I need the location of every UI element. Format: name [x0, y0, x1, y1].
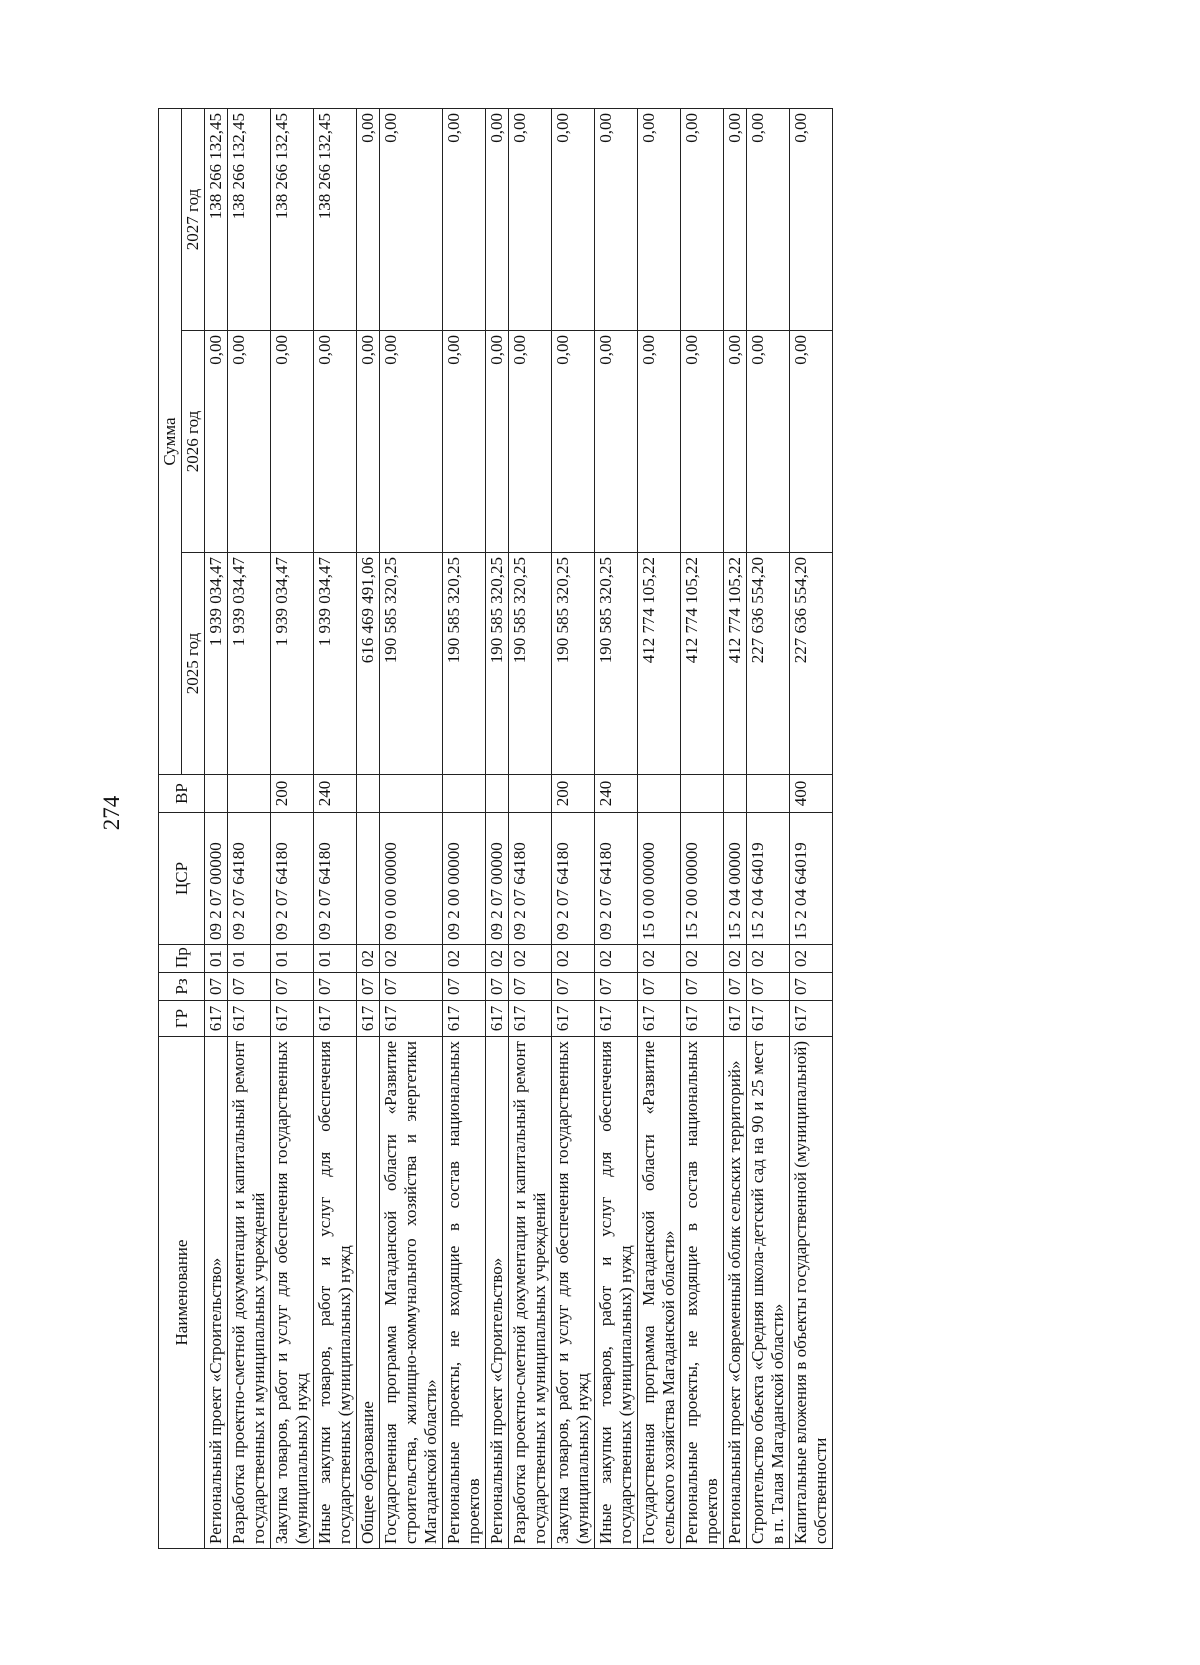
row-sum-2025: 190 585 320,25: [595, 553, 638, 775]
table-row: [509, 109, 552, 1549]
row-sum-2027: 138 266 132,45: [314, 109, 357, 331]
row-name: Разработка проектно-сметной документации и капитальный ремонт государственных и муниципальных учреждений: [509, 1037, 552, 1549]
header-name: Наименование: [159, 1037, 205, 1549]
row-sum-2027: 0,00: [638, 109, 681, 331]
table-row: [314, 109, 357, 1549]
row-name: Общее образование: [357, 1037, 380, 1549]
row-rz: 07: [443, 973, 486, 1001]
row-vr: 240: [595, 775, 638, 813]
row-name: Государственная программа Магаданской области «Развитие строительства, жилищно-коммунального хозяйства и энергетики Магаданской области»: [380, 1037, 443, 1549]
row-sum-2025: 227 636 554,20: [790, 553, 833, 775]
table-row: [681, 109, 724, 1549]
row-sum-2027: 0,00: [380, 109, 443, 331]
table-body: [205, 109, 833, 1549]
row-sum-2025: 190 585 320,25: [443, 553, 486, 775]
row-sum-2027: 0,00: [509, 109, 552, 331]
row-vr: [638, 775, 681, 813]
row-name: Закупка товаров, работ и услуг для обеспечения государственных (муниципальных) нужд: [552, 1037, 595, 1549]
row-pr: 02: [747, 945, 790, 973]
row-sum-2025: 616 469 491,06: [357, 553, 380, 775]
row-vr: 200: [271, 775, 314, 813]
row-sum-2027: 0,00: [724, 109, 747, 331]
row-vr: [357, 775, 380, 813]
row-name: Региональные проекты, не входящие в состав национальных проектов: [443, 1037, 486, 1549]
row-vr: [228, 775, 271, 813]
row-csr: 09 2 07 64180: [271, 813, 314, 945]
row-sum-2026: 0,00: [681, 331, 724, 553]
row-csr: 15 0 00 00000: [638, 813, 681, 945]
row-sum-2025: 190 585 320,25: [380, 553, 443, 775]
header-year-2027: 2027 год: [182, 109, 205, 331]
table-row: [380, 109, 443, 1549]
row-vr: 400: [790, 775, 833, 813]
row-name: Капитальные вложения в объекты государственной (муниципальной) собственности: [790, 1037, 833, 1549]
table-row: [724, 109, 747, 1549]
row-pr: 01: [228, 945, 271, 973]
page-number: 274: [99, 795, 124, 831]
row-rz: 07: [486, 973, 509, 1001]
table-header: [159, 109, 205, 1549]
header-year-2025: 2025 год: [182, 553, 205, 775]
row-sum-2027: 138 266 132,45: [271, 109, 314, 331]
row-vr: [681, 775, 724, 813]
row-sum-2026: 0,00: [724, 331, 747, 553]
row-rz: 07: [205, 973, 228, 1001]
row-gr: 617: [486, 1001, 509, 1037]
row-gr: 617: [271, 1001, 314, 1037]
row-csr: 09 2 07 64180: [552, 813, 595, 945]
header-gr: ГР: [159, 1001, 205, 1037]
row-pr: 02: [595, 945, 638, 973]
row-gr: 617: [509, 1001, 552, 1037]
table-row: [357, 109, 380, 1549]
row-pr: 02: [443, 945, 486, 973]
row-csr: 09 0 00 00000: [380, 813, 443, 945]
row-pr: 02: [509, 945, 552, 973]
row-sum-2026: 0,00: [486, 331, 509, 553]
table-row: [271, 109, 314, 1549]
row-vr: [724, 775, 747, 813]
row-rz: 07: [271, 973, 314, 1001]
row-pr: 02: [380, 945, 443, 973]
row-sum-2026: 0,00: [228, 331, 271, 553]
row-vr: [205, 775, 228, 813]
row-rz: 07: [724, 973, 747, 1001]
row-sum-2027: 0,00: [552, 109, 595, 331]
row-gr: 617: [228, 1001, 271, 1037]
row-gr: 617: [790, 1001, 833, 1037]
header-sum: Сумма: [159, 109, 182, 775]
row-pr: 01: [271, 945, 314, 973]
row-gr: 617: [380, 1001, 443, 1037]
row-vr: [486, 775, 509, 813]
row-pr: 02: [681, 945, 724, 973]
row-name: Строительство объекта «Средняя школа-детский сад на 90 и 25 мест в п. Талая Магаданской области»: [747, 1037, 790, 1549]
table-row: [747, 109, 790, 1549]
row-sum-2027: 0,00: [595, 109, 638, 331]
row-rz: 07: [380, 973, 443, 1001]
row-csr: 09 2 07 64180: [228, 813, 271, 945]
table-row: [205, 109, 228, 1549]
row-gr: 617: [443, 1001, 486, 1037]
row-gr: 617: [357, 1001, 380, 1037]
table-row: [595, 109, 638, 1549]
row-sum-2025: 190 585 320,25: [509, 553, 552, 775]
row-vr: 200: [552, 775, 595, 813]
row-sum-2025: 227 636 554,20: [747, 553, 790, 775]
row-sum-2025: 1 939 034,47: [314, 553, 357, 775]
row-pr: 02: [357, 945, 380, 973]
row-name: Иные закупки товаров, работ и услуг для обеспечения государственных (муниципальных) нужд: [314, 1037, 357, 1549]
row-sum-2025: 190 585 320,25: [552, 553, 595, 775]
row-rz: 07: [638, 973, 681, 1001]
row-vr: 240: [314, 775, 357, 813]
row-name: Иные закупки товаров, работ и услуг для обеспечения государственных (муниципальных) нужд: [595, 1037, 638, 1549]
row-gr: 617: [747, 1001, 790, 1037]
header-rz: Рз: [159, 973, 205, 1001]
row-csr: 09 2 00 00000: [443, 813, 486, 945]
table-row: [486, 109, 509, 1549]
row-pr: 02: [486, 945, 509, 973]
row-rz: 07: [552, 973, 595, 1001]
row-sum-2026: 0,00: [552, 331, 595, 553]
row-rz: 07: [681, 973, 724, 1001]
row-csr: 15 2 04 64019: [747, 813, 790, 945]
row-sum-2026: 0,00: [638, 331, 681, 553]
row-sum-2025: 412 774 105,22: [724, 553, 747, 775]
row-sum-2025: 1 939 034,47: [271, 553, 314, 775]
row-gr: 617: [552, 1001, 595, 1037]
row-pr: 01: [205, 945, 228, 973]
row-rz: 07: [509, 973, 552, 1001]
row-sum-2026: 0,00: [357, 331, 380, 553]
row-gr: 617: [681, 1001, 724, 1037]
row-name: Разработка проектно-сметной документации и капитальный ремонт государственных и муниципальных учреждений: [228, 1037, 271, 1549]
row-sum-2027: 138 266 132,45: [205, 109, 228, 331]
row-rz: 07: [747, 973, 790, 1001]
header-pr: Пр: [159, 945, 205, 973]
row-vr: [443, 775, 486, 813]
row-rz: 07: [228, 973, 271, 1001]
table-row: [228, 109, 271, 1549]
row-sum-2026: 0,00: [747, 331, 790, 553]
row-pr: 02: [724, 945, 747, 973]
row-name: Региональный проект «Строительство»: [486, 1037, 509, 1549]
row-sum-2027: 0,00: [486, 109, 509, 331]
row-sum-2026: 0,00: [790, 331, 833, 553]
row-gr: 617: [638, 1001, 681, 1037]
table-row: [443, 109, 486, 1549]
row-sum-2027: 138 266 132,45: [228, 109, 271, 331]
row-rz: 07: [595, 973, 638, 1001]
row-pr: 02: [790, 945, 833, 973]
row-vr: [509, 775, 552, 813]
row-pr: 02: [638, 945, 681, 973]
row-sum-2026: 0,00: [509, 331, 552, 553]
table-row: [790, 109, 833, 1549]
row-vr: [380, 775, 443, 813]
row-csr: 09 2 07 64180: [595, 813, 638, 945]
row-sum-2027: 0,00: [747, 109, 790, 331]
table-row: [638, 109, 681, 1549]
row-sum-2027: 0,00: [443, 109, 486, 331]
row-sum-2026: 0,00: [271, 331, 314, 553]
row-name: Закупка товаров, работ и услуг для обеспечения государственных (муниципальных) нужд: [271, 1037, 314, 1549]
row-sum-2026: 0,00: [314, 331, 357, 553]
row-sum-2026: 0,00: [380, 331, 443, 553]
row-sum-2025: 412 774 105,22: [681, 553, 724, 775]
budget-table: [158, 108, 833, 1549]
row-csr: 15 2 04 00000: [724, 813, 747, 945]
row-gr: 617: [205, 1001, 228, 1037]
row-sum-2027: 0,00: [790, 109, 833, 331]
row-sum-2026: 0,00: [595, 331, 638, 553]
row-sum-2025: 1 939 034,47: [205, 553, 228, 775]
row-vr: [747, 775, 790, 813]
row-sum-2027: 0,00: [681, 109, 724, 331]
row-gr: 617: [314, 1001, 357, 1037]
row-sum-2025: 412 774 105,22: [638, 553, 681, 775]
header-csr: ЦСР: [159, 813, 205, 945]
row-rz: 07: [357, 973, 380, 1001]
row-csr: 09 2 07 00000: [205, 813, 228, 945]
row-rz: 07: [790, 973, 833, 1001]
row-sum-2026: 0,00: [205, 331, 228, 553]
row-csr: 09 2 07 64180: [314, 813, 357, 945]
row-name: Государственная программа Магаданской области «Развитие сельского хозяйства Магаданской области»: [638, 1037, 681, 1549]
row-name: Региональный проект «Строительство»: [205, 1037, 228, 1549]
row-csr: [357, 813, 380, 945]
row-csr: 15 2 00 00000: [681, 813, 724, 945]
row-rz: 07: [314, 973, 357, 1001]
row-pr: 02: [552, 945, 595, 973]
row-gr: 617: [595, 1001, 638, 1037]
row-sum-2025: 1 939 034,47: [228, 553, 271, 775]
row-name: Региональный проект «Современный облик сельских территорий»: [724, 1037, 747, 1549]
table-row: [552, 109, 595, 1549]
row-pr: 01: [314, 945, 357, 973]
row-sum-2025: 190 585 320,25: [486, 553, 509, 775]
header-year-2026: 2026 год: [182, 331, 205, 553]
row-csr: 15 2 04 64019: [790, 813, 833, 945]
row-csr: 09 2 07 00000: [486, 813, 509, 945]
rotated-table-sheet: [158, 109, 833, 1549]
row-sum-2026: 0,00: [443, 331, 486, 553]
header-vr: ВР: [159, 775, 205, 813]
row-gr: 617: [724, 1001, 747, 1037]
row-csr: 09 2 07 64180: [509, 813, 552, 945]
row-name: Региональные проекты, не входящие в состав национальных проектов: [681, 1037, 724, 1549]
row-sum-2027: 0,00: [357, 109, 380, 331]
